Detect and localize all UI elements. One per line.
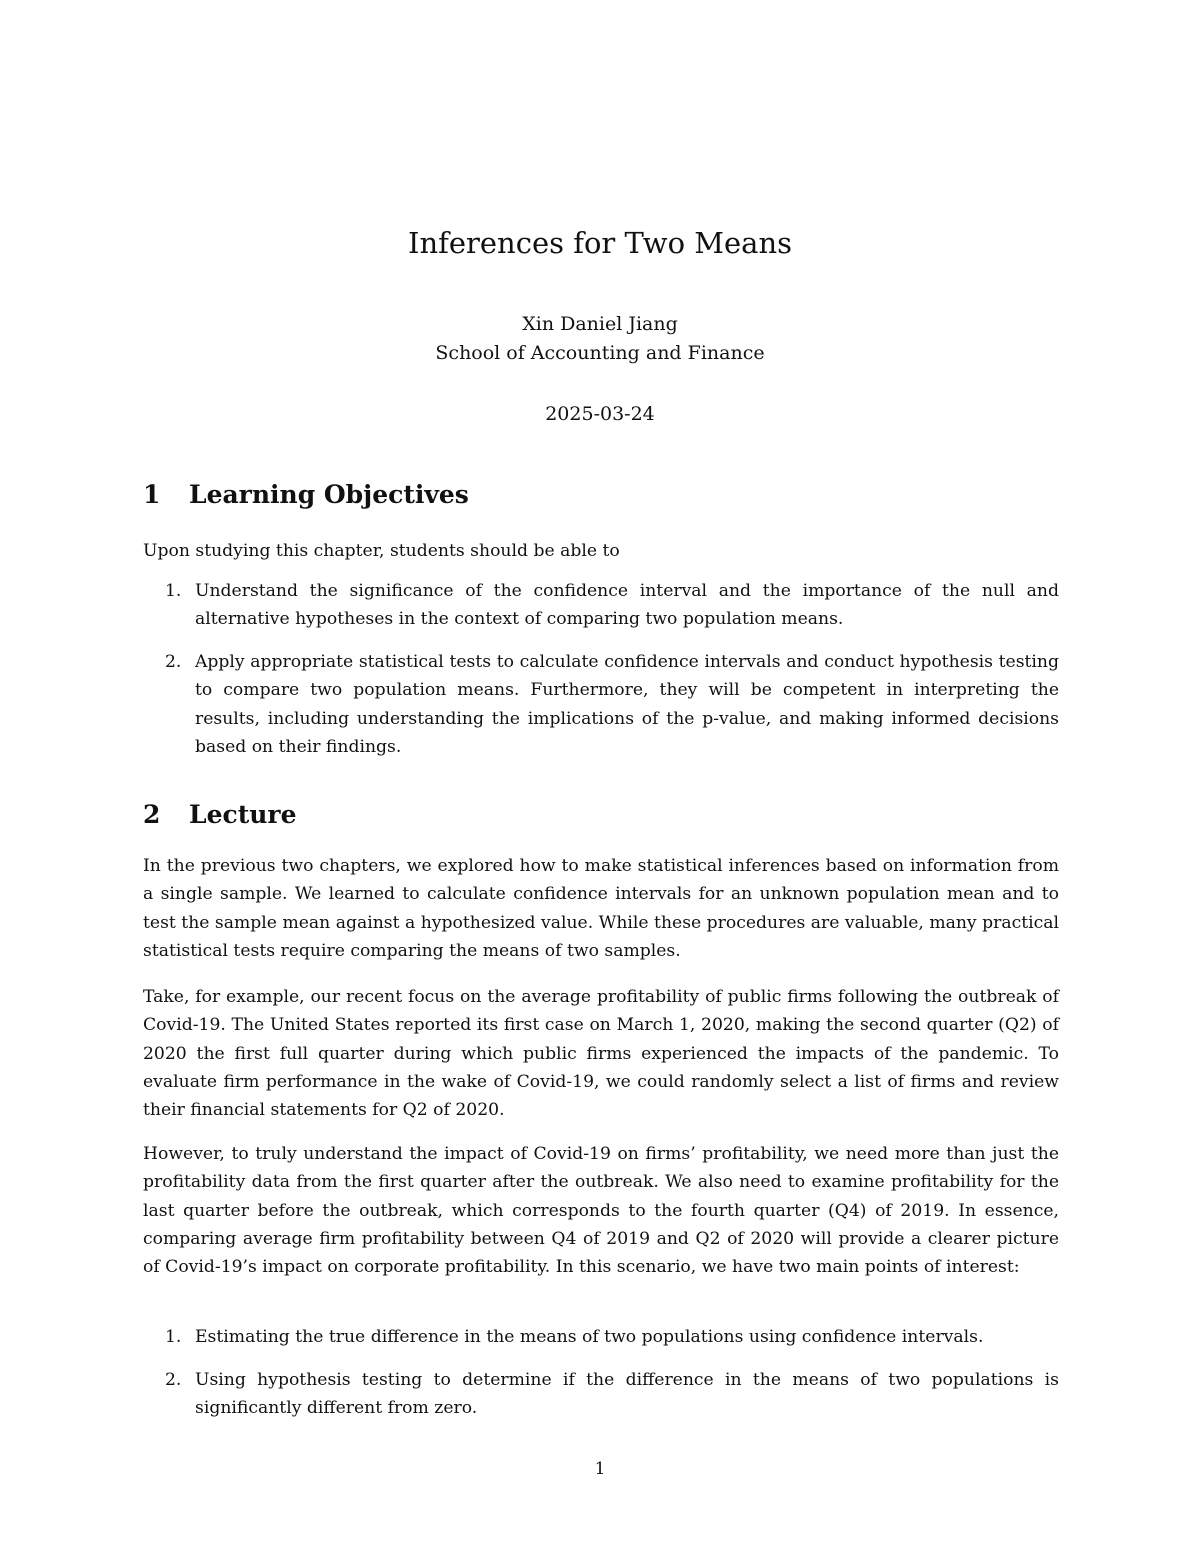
list-marker: 2.	[165, 1370, 182, 1390]
author-name: Xin Daniel Jiang	[522, 313, 678, 335]
lecture-paragraph: Take, for example, our recent focus on the average profitability of public firms following the outbreak of Covid-19. The United States reported its first case on March 1, 2020, making the second quarter (Q2) of 2020 the first full quarter during which public firms experienced the impacts of the pandemic. To evaluate firm performance in the wake of Covid-19, we could randomly select a list of firms and review their financial statements for Q2 of 2020.	[143, 987, 1059, 1121]
list-marker: 1.	[165, 1327, 182, 1347]
list-item-text: Understand the significance of the confidence interval and the importance of the null and alternative hypotheses in the context of comparing two population means.	[195, 581, 1059, 630]
list-item-text: Apply appropriate statistical tests to calculate confidence intervals and conduct hypothesis testing to compare two population means. Furthermore, they will be competent in interpreting the results, including understanding the implications of the p-value, and making informed decisions based on their findings.	[195, 652, 1059, 757]
section-number: 1	[143, 480, 161, 509]
section-title: Lecture	[189, 800, 297, 829]
section-title: Learning Objectives	[189, 480, 469, 509]
document-date: 2025-03-24	[545, 403, 655, 425]
objectives-intro: Upon studying this chapter, students should be able to	[143, 541, 620, 561]
section-heading-learning-objectives	[143, 480, 469, 509]
list-marker: 1.	[165, 581, 182, 601]
author-affiliation: School of Accounting and Finance	[435, 342, 765, 364]
list-marker: 2.	[165, 652, 182, 672]
section-heading-lecture	[143, 800, 297, 829]
list-item	[165, 577, 1059, 634]
section-number: 2	[143, 800, 161, 829]
page-number: 1	[594, 1459, 606, 1479]
list-item-text: Estimating the true difference in the means of two populations using confidence intervals.	[195, 1327, 984, 1347]
document-title: Inferences for Two Means	[407, 226, 793, 260]
list-item	[165, 1366, 1059, 1423]
list-item-text: Using hypothesis testing to determine if the difference in the means of two populations is significantly different from zero.	[195, 1370, 1059, 1419]
lecture-paragraph: However, to truly understand the impact of Covid-19 on firms’ profitability, we need more than just the profitability data from the first quarter after the outbreak. We also need to examine profitability for the last quarter before the outbreak, which corresponds to the fourth quarter (Q4) of 2019. In essence, comparing average firm profitability between Q4 of 2019 and Q2 of 2020 will provide a clearer picture of Covid-19’s impact on corporate profitability. In this scenario, we have two main points of interest:	[143, 1144, 1059, 1278]
list-item	[165, 1323, 1059, 1351]
lecture-paragraph: In the previous two chapters, we explored how to make statistical inferences based on information from a single sample. We learned to calculate confidence intervals for an unknown population mean and to test the sample mean against a hypothesized value. While these procedures are valuable, many practical statistical tests require comparing the means of two samples.	[143, 856, 1059, 961]
list-item	[165, 648, 1059, 761]
